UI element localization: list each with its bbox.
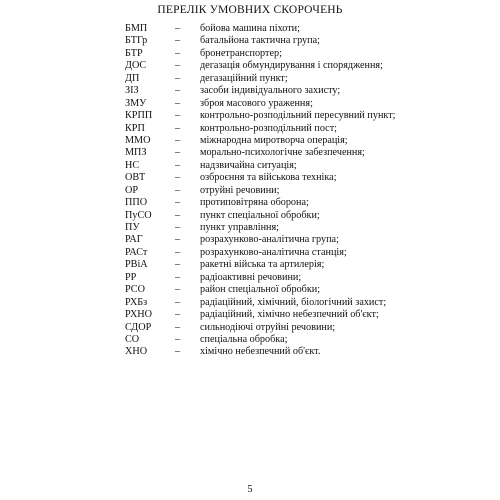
abbreviation-term: РАГ bbox=[125, 234, 143, 246]
abbreviation-term: ДОС bbox=[125, 60, 147, 72]
abbreviation-definition: пункт спеціальної обробки; bbox=[200, 209, 320, 221]
abbreviation-row bbox=[125, 23, 455, 35]
abbreviation-row bbox=[125, 309, 455, 321]
abbreviation-dash: – bbox=[175, 321, 181, 333]
abbreviation-row bbox=[125, 334, 455, 346]
abbreviation-row bbox=[125, 147, 455, 159]
abbreviation-term: РВіА bbox=[125, 259, 148, 271]
abbreviation-dash: – bbox=[175, 333, 181, 345]
abbreviation-dash: – bbox=[175, 184, 181, 196]
abbreviation-row bbox=[125, 247, 455, 259]
abbreviation-definition: радіаційний, хімічно небезпечний об'єкт; bbox=[200, 309, 379, 321]
abbreviation-term: ЗІЗ bbox=[125, 85, 139, 97]
abbreviation-dash: – bbox=[175, 296, 181, 308]
abbreviation-row bbox=[125, 210, 455, 222]
abbreviation-row bbox=[125, 172, 455, 184]
abbreviation-definition: протиповітряна оборона; bbox=[200, 197, 309, 209]
abbreviation-definition: дегазаційний пункт; bbox=[200, 72, 288, 84]
abbreviation-term: ЗМУ bbox=[125, 97, 147, 109]
abbreviation-dash: – bbox=[175, 159, 181, 171]
abbreviation-definition: батальйона тактична група; bbox=[200, 35, 320, 47]
abbreviation-term: КРПП bbox=[125, 110, 153, 122]
abbreviation-dash: – bbox=[175, 23, 181, 34]
abbreviation-dash: – bbox=[175, 35, 181, 47]
page-title: ПЕРЕЛІК УМОВНИХ СКОРОЧЕНЬ bbox=[157, 4, 343, 16]
abbreviation-row bbox=[125, 322, 455, 334]
abbreviation-row bbox=[125, 284, 455, 296]
abbreviation-term: РХБз bbox=[125, 296, 148, 308]
abbreviation-row bbox=[125, 222, 455, 234]
abbreviation-row bbox=[125, 110, 455, 122]
abbreviation-dash: – bbox=[175, 284, 181, 296]
abbreviation-definition: контрольно-розподільний пересувний пункт; bbox=[200, 110, 396, 122]
abbreviation-row bbox=[125, 197, 455, 209]
abbreviation-dash: – bbox=[175, 60, 181, 72]
abbreviation-term: РАСт bbox=[125, 246, 148, 258]
abbreviation-dash: – bbox=[175, 72, 181, 84]
abbreviation-term: РР bbox=[125, 271, 137, 283]
abbreviation-definition: радіоактивні речовини; bbox=[200, 271, 302, 283]
abbreviation-row bbox=[125, 160, 455, 172]
abbreviation-row bbox=[125, 48, 455, 60]
abbreviation-definition: розрахунково-аналітична група; bbox=[200, 234, 339, 246]
abbreviation-row bbox=[125, 297, 455, 309]
abbreviation-term: СО bbox=[125, 333, 140, 345]
abbreviation-term: СДОР bbox=[125, 321, 152, 333]
abbreviation-row bbox=[125, 346, 455, 358]
abbreviation-definition: надзвичайна ситуація; bbox=[200, 159, 297, 171]
abbreviation-definition: отруйні речовини; bbox=[200, 184, 280, 196]
abbreviation-definition: бронетранспортер; bbox=[200, 47, 282, 59]
abbreviation-dash: – bbox=[175, 134, 181, 146]
abbreviation-definition: радіаційний, хімічний, біологічний захист; bbox=[200, 296, 387, 308]
abbreviation-term: ДП bbox=[125, 72, 140, 84]
abbreviation-term: МПЗ bbox=[125, 147, 147, 159]
abbreviation-row bbox=[125, 35, 455, 47]
abbreviation-row bbox=[125, 259, 455, 271]
abbreviation-definition: дегазація обмундирування і спорядження; bbox=[200, 60, 383, 72]
abbreviation-definition: засоби індивідуального захисту; bbox=[200, 85, 341, 97]
abbreviation-definition: морально-психологічне забезпечення; bbox=[200, 147, 365, 159]
abbreviation-dash: – bbox=[175, 147, 181, 159]
abbreviation-dash: – bbox=[175, 234, 181, 246]
abbreviation-definition: район спеціальної обробки; bbox=[200, 284, 321, 296]
abbreviation-definition: бойова машина піхоти; bbox=[200, 23, 300, 34]
abbreviation-dash: – bbox=[175, 85, 181, 97]
abbreviation-dash: – bbox=[175, 246, 181, 258]
abbreviation-term: БТР bbox=[125, 47, 143, 59]
abbreviation-term: РХНО bbox=[125, 309, 153, 321]
abbreviation-row bbox=[125, 135, 455, 147]
abbreviation-definition: хімічно небезпечний об'єкт. bbox=[200, 346, 321, 358]
abbreviation-term: КРП bbox=[125, 122, 145, 134]
abbreviation-row bbox=[125, 60, 455, 72]
abbreviation-dash: – bbox=[175, 271, 181, 283]
abbreviation-definition: озброєння та військова техніка; bbox=[200, 172, 337, 184]
abbreviation-dash: – bbox=[175, 122, 181, 134]
abbreviation-dash: – bbox=[175, 259, 181, 271]
abbreviation-term: БМП bbox=[125, 23, 148, 34]
abbreviation-term: НС bbox=[125, 159, 140, 171]
abbreviation-dash: – bbox=[175, 309, 181, 321]
abbreviation-term: ХНО bbox=[125, 346, 148, 358]
abbreviation-definition: розрахунково-аналітична станція; bbox=[200, 246, 347, 258]
abbreviation-definition: ракетні війська та артилерія; bbox=[200, 259, 325, 271]
abbreviation-list bbox=[125, 23, 455, 359]
abbreviation-dash: – bbox=[175, 197, 181, 209]
abbreviation-dash: – bbox=[175, 222, 181, 233]
abbreviation-term: РСО bbox=[125, 284, 145, 296]
abbreviation-row bbox=[125, 272, 455, 284]
abbreviation-row bbox=[125, 98, 455, 110]
abbreviation-definition: контрольно-розподільний пост; bbox=[200, 122, 337, 134]
page-number: 5 bbox=[247, 484, 253, 495]
abbreviation-term: ОР bbox=[125, 184, 139, 196]
abbreviation-term: ППО bbox=[125, 197, 148, 209]
abbreviation-row bbox=[125, 185, 455, 197]
abbreviation-term: БТГр bbox=[125, 35, 148, 47]
abbreviation-term: ПуСО bbox=[125, 209, 152, 221]
abbreviation-dash: – bbox=[175, 97, 181, 109]
abbreviation-term: ПУ bbox=[125, 222, 140, 233]
abbreviation-term: ОВТ bbox=[125, 172, 146, 184]
abbreviation-dash: – bbox=[175, 110, 181, 122]
abbreviation-definition: зброя масового ураження; bbox=[200, 97, 313, 109]
abbreviation-row bbox=[125, 234, 455, 246]
abbreviation-dash: – bbox=[175, 346, 181, 358]
abbreviation-row bbox=[125, 123, 455, 135]
abbreviation-definition: міжнародна миротворча операція; bbox=[200, 134, 348, 146]
abbreviation-row bbox=[125, 85, 455, 97]
abbreviation-row bbox=[125, 73, 455, 85]
abbreviation-definition: спеціальна обробка; bbox=[200, 333, 288, 345]
abbreviation-definition: сильнодіючі отруйні речовини; bbox=[200, 321, 336, 333]
abbreviation-term: ММО bbox=[125, 134, 151, 146]
abbreviation-dash: – bbox=[175, 47, 181, 59]
abbreviation-definition: пункт управління; bbox=[200, 222, 279, 233]
abbreviation-dash: – bbox=[175, 172, 181, 184]
abbreviation-dash: – bbox=[175, 209, 181, 221]
